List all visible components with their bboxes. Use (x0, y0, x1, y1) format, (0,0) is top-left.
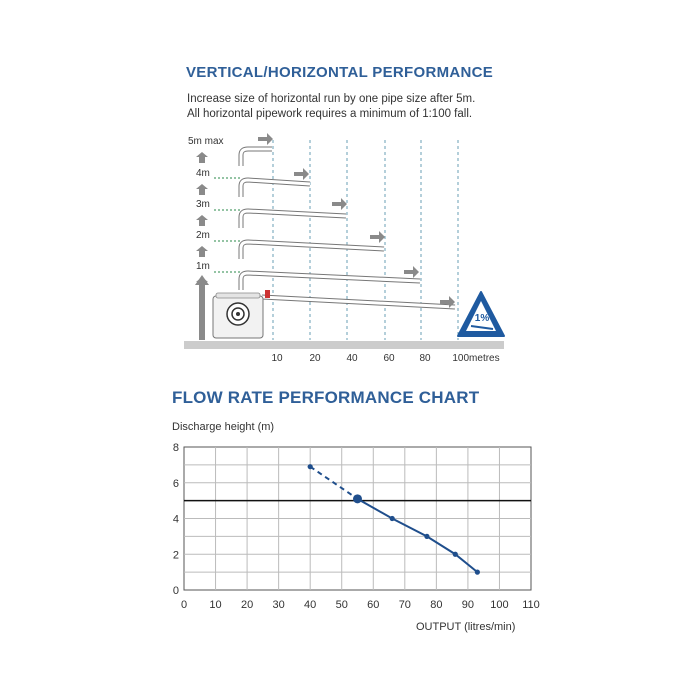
valve-icon (265, 290, 270, 298)
chart-title: FLOW RATE PERFORMANCE CHART (172, 388, 480, 407)
y-axis-label: Discharge height (m) (172, 421, 275, 433)
note-line-2: All horizontal pipework requires a minimum of 1:100 fall. (187, 108, 473, 120)
x-tick-label: 0 (180, 599, 188, 611)
flow-direction-arrow (332, 198, 347, 210)
distance-label: 100metres (452, 353, 500, 364)
x-tick-label: 50 (335, 599, 348, 611)
ground-bar (184, 341, 504, 349)
pump-unit-icon (213, 290, 270, 338)
x-tick-label: 40 (304, 599, 317, 611)
x-tick-label: 80 (430, 599, 443, 611)
note-line-1: Increase size of horizontal run by one pipe size after 5m. (187, 93, 476, 105)
x-tick-label: 60 (367, 599, 380, 611)
distance-labels (271, 353, 499, 364)
pipe-run (241, 149, 272, 166)
height-label: 3m (196, 199, 210, 210)
x-tick-label: 20 (240, 599, 254, 611)
vertical-arrow-shaft (199, 285, 205, 340)
x-axis-label: OUTPUT (litres/min) (416, 621, 516, 633)
y-tick-label: 0 (172, 585, 179, 597)
height-step-arrow (196, 246, 208, 257)
performance-diagram-title: VERTICAL/HORIZONTAL PERFORMANCE (186, 64, 494, 81)
x-tick-label: 110 (522, 599, 540, 611)
highlight-point (353, 494, 362, 503)
base-pipe-run-inner (262, 297, 455, 307)
y-tick-label: 2 (172, 549, 179, 562)
height-step-arrow (196, 152, 208, 163)
data-point (475, 570, 480, 575)
y-tick-labels (173, 442, 179, 597)
distance-label: 10 (271, 353, 283, 364)
distance-label: 40 (346, 353, 358, 364)
x-tick-label: 100 (490, 599, 509, 611)
y-tick-label: 6 (172, 477, 179, 490)
flow-chart (173, 442, 540, 611)
x-tick-labels (181, 599, 540, 611)
distance-label: 20 (309, 353, 321, 364)
data-point (424, 534, 429, 539)
height-label: 2m (196, 230, 210, 241)
data-point (453, 552, 458, 557)
distance-label: 60 (383, 353, 395, 364)
x-tick-label: 30 (272, 599, 285, 611)
x-tick-label: 90 (461, 599, 475, 611)
data-point (390, 516, 395, 521)
flow-direction-arrow (258, 133, 273, 145)
data-point (308, 464, 313, 469)
height-step-arrow (196, 184, 208, 195)
x-tick-label: 10 (209, 599, 222, 611)
x-tick-label: 70 (398, 599, 411, 611)
distance-label: 80 (419, 353, 431, 364)
height-step-arrow (196, 215, 208, 226)
flow-direction-arrow (370, 231, 385, 243)
height-markers (188, 136, 240, 288)
flow-direction-arrow (404, 266, 419, 278)
fall-warning-badge (458, 292, 504, 336)
height-label: 1m (196, 261, 210, 272)
height-label: 5m max (188, 136, 224, 147)
y-tick-label: 8 (172, 442, 179, 454)
height-label: 4m (196, 168, 210, 179)
flow-direction-arrow (294, 168, 309, 180)
y-tick-label: 4 (172, 513, 179, 526)
distance-guides (273, 140, 458, 340)
fall-badge-label: 1% (474, 313, 490, 324)
